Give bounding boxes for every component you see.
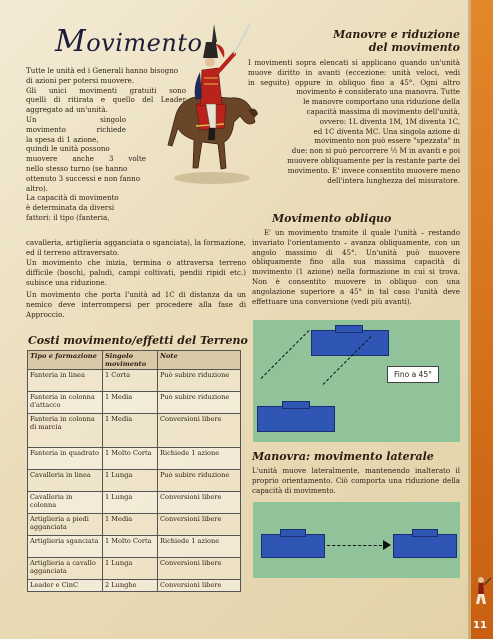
manovre-line: movimento è considerato una manovra. Tutte	[296, 87, 460, 97]
header-move: Singolo movimento	[103, 351, 158, 370]
intro-line: Tutte le unità ed i Generali hanno bisogno	[26, 66, 179, 75]
cell-type: Leader e CinC	[28, 580, 103, 592]
costs-header-row	[28, 351, 241, 370]
cell-move: 1 Lunga	[103, 558, 158, 580]
costs-table	[27, 350, 241, 592]
unit-block-start	[257, 406, 335, 432]
movimento-para-formation: cavalleria, artiglieria agganciata o sganciata), la formazione, ed il terreno attraversato.	[26, 238, 246, 257]
unit-block-left	[261, 534, 325, 558]
cell-notes: Richiede 1 azione	[158, 448, 241, 470]
table-row	[28, 470, 241, 492]
table-row	[28, 370, 241, 392]
header-type: Tipo e formazione	[28, 351, 103, 370]
intro-line: di azioni per potersi muovere.	[26, 75, 135, 85]
cell-notes: Può subire riduzione	[158, 470, 241, 492]
unit-block-start-tab	[282, 401, 310, 409]
soldier-corner-icon	[470, 576, 492, 606]
cell-notes: Conversioni libere	[158, 414, 241, 448]
intro-line: quelli di ritirata e quello del Leader	[26, 95, 186, 105]
intro-line: Un singolo	[26, 114, 126, 124]
lateral-move-diagram	[253, 502, 460, 578]
cell-move: 1 Corta	[103, 370, 158, 392]
cell-move: 1 Lunga	[103, 470, 158, 492]
header-notes: Note	[158, 351, 241, 370]
cell-type: Fanteria in linea	[28, 370, 103, 392]
cell-notes: Richiede 1 azione	[158, 536, 241, 558]
table-row	[28, 536, 241, 558]
table-row	[28, 580, 241, 592]
manovre-line: capacità massima di movimento dell'unità,	[306, 106, 460, 116]
oblique-move-diagram	[253, 320, 460, 442]
intro-line: altro).	[26, 183, 49, 193]
manovre-line: muove diritto in avanti (eccezione: unità veloci, vedi	[248, 67, 460, 77]
movimento-para-terrain: Un movimento che inizia, termina o attraversa terreno difficile (boschi, paludi, campi coltivati, pendii ripidi etc.) subisce una riduzione.	[26, 258, 246, 287]
unit-block-right-tab	[412, 529, 438, 537]
cell-move: 1 Lunga	[103, 492, 158, 514]
cell-type: Fanteria in quadrato	[28, 448, 103, 470]
intro-line: ottenuto 3 successi e non fanno	[26, 173, 140, 183]
unit-block-end	[311, 330, 389, 356]
cell-move: 1 Media	[103, 514, 158, 536]
cell-notes: Conversioni libere	[158, 492, 241, 514]
manovre-line: ed 1C diventa MC. Una singola azione di	[313, 126, 460, 136]
manovre-line: movimento. E' invece consentito muovere meno	[287, 165, 460, 175]
manovre-line: movimento non può essere "spezzata" in	[314, 136, 460, 146]
obliquo-text: E' un movimento tramite il quale l'unità – restando invariato l'orientamento – avanza obliquamente, con un angolo massimo di 45°. Un'unità può muovere obliquamente fino alla sua massima capacità di movimento (1 azione) nella formazione in cui si trova. Non è consentito muovere in obliquo con una angolazione superiore a 45° in tal caso l'unità deve effettuare una conversione (vedi più avanti).	[252, 228, 460, 306]
cell-notes: Conversioni libere	[158, 514, 241, 536]
laterale-title: Manovra: movimento laterale	[252, 450, 434, 463]
manovre-title-line1: Manovre e riduzione	[333, 28, 460, 41]
cell-notes: Può subire riduzione	[158, 370, 241, 392]
arrow-right-icon	[383, 540, 391, 550]
cell-type: Artiglieria a piedi agganciata	[28, 514, 103, 536]
manovre-title-line2: del movimento	[368, 41, 460, 54]
intro-line: nello stesso turno (se hanno	[26, 163, 128, 173]
intro-line: La capacità di movimento	[26, 193, 119, 203]
table-row	[28, 448, 241, 470]
unit-block-right	[393, 534, 457, 558]
unit-block-end-tab	[335, 325, 363, 333]
manovre-line: le manovre comportano una riduzione della	[303, 97, 460, 107]
obliquo-title: Movimento obliquo	[272, 212, 392, 225]
table-row	[28, 514, 241, 536]
laterale-text: L'unità muove lateralmente, mantenendo inalterato il proprio orientamento. Ciò comporta una riduzione della capacità di movimento.	[252, 466, 460, 495]
costs-table-wrap	[27, 350, 241, 592]
intro-line: movimento richiede	[26, 124, 126, 134]
intro-line: muovere anche 3 volte	[26, 154, 146, 164]
cell-move: 2 Lunghe	[103, 580, 158, 592]
angle-label: Fino a 45°	[387, 366, 439, 383]
manovre-text	[248, 58, 460, 185]
intro-line: quindi le unità possono	[26, 144, 110, 154]
manovre-line: ovvero: 1L diventa 1M, 1M diventa 1C,	[319, 116, 460, 126]
manovre-line: I movimenti sopra elencati si applicano quando un'unità	[248, 58, 460, 67]
intro-line: fattori: il tipo (fanteria,	[26, 212, 110, 222]
movimento-title-cap: M	[55, 24, 87, 59]
cell-type: Artiglieria sganciata	[28, 536, 103, 558]
page-number: 11	[473, 620, 487, 631]
table-row	[28, 558, 241, 580]
manovre-title	[300, 28, 460, 54]
manovre-line: due: non si può percorrere ½ M in avanti e poi	[291, 146, 460, 156]
unit-block-left-tab	[280, 529, 306, 537]
cell-move: 1 Molto Corta	[103, 448, 158, 470]
cell-move: 1 Molto Corta	[103, 536, 158, 558]
oblique-path-left	[261, 330, 310, 379]
manovre-line: dell'intera lunghezza del misuratore.	[327, 175, 460, 185]
orange-side-band	[471, 0, 493, 639]
cell-move: 1 Media	[103, 392, 158, 414]
cell-type: Cavalleria in colonna	[28, 492, 103, 514]
movimento-title-rest: ovimento	[86, 29, 203, 57]
intro-line: Gli unici movimenti gratuiti sono	[26, 85, 186, 95]
intro-line: la spesa di 1 azione,	[26, 134, 99, 144]
intro-line: aggregato ad un'unità.	[26, 105, 108, 115]
table-row	[28, 414, 241, 448]
cell-notes: Può subire riduzione	[158, 392, 241, 414]
movimento-title	[55, 24, 202, 59]
cell-move: 1 Media	[103, 414, 158, 448]
manovre-line: in seguito) oppure in obliquo fino a 45°. Ogni altro	[248, 77, 460, 87]
table-row	[28, 492, 241, 514]
movimento-para-enemy: Un movimento che porta l'unità ad 1C di distanza da un nemico deve interrompersi per procedere alla fase di Approccio.	[26, 290, 246, 319]
cell-notes: Conversioni libere	[158, 580, 241, 592]
movimento-intro	[26, 66, 186, 223]
cell-type: Fanteria in colonna d'attacco	[28, 392, 103, 414]
intro-line: è determinata da diversi	[26, 203, 115, 213]
manovre-line: muovere obliquamente per la restante parte del	[287, 155, 460, 165]
cell-type: Artiglieria a cavallo agganciata	[28, 558, 103, 580]
cell-type: Fanteria in colonna di marcia	[28, 414, 103, 448]
cell-notes: Conversioni libere	[158, 558, 241, 580]
lateral-path	[327, 545, 387, 546]
costs-title: Costi movimento/effetti del Terreno	[28, 334, 248, 347]
table-row	[28, 392, 241, 414]
cell-type: Cavalleria in linea	[28, 470, 103, 492]
